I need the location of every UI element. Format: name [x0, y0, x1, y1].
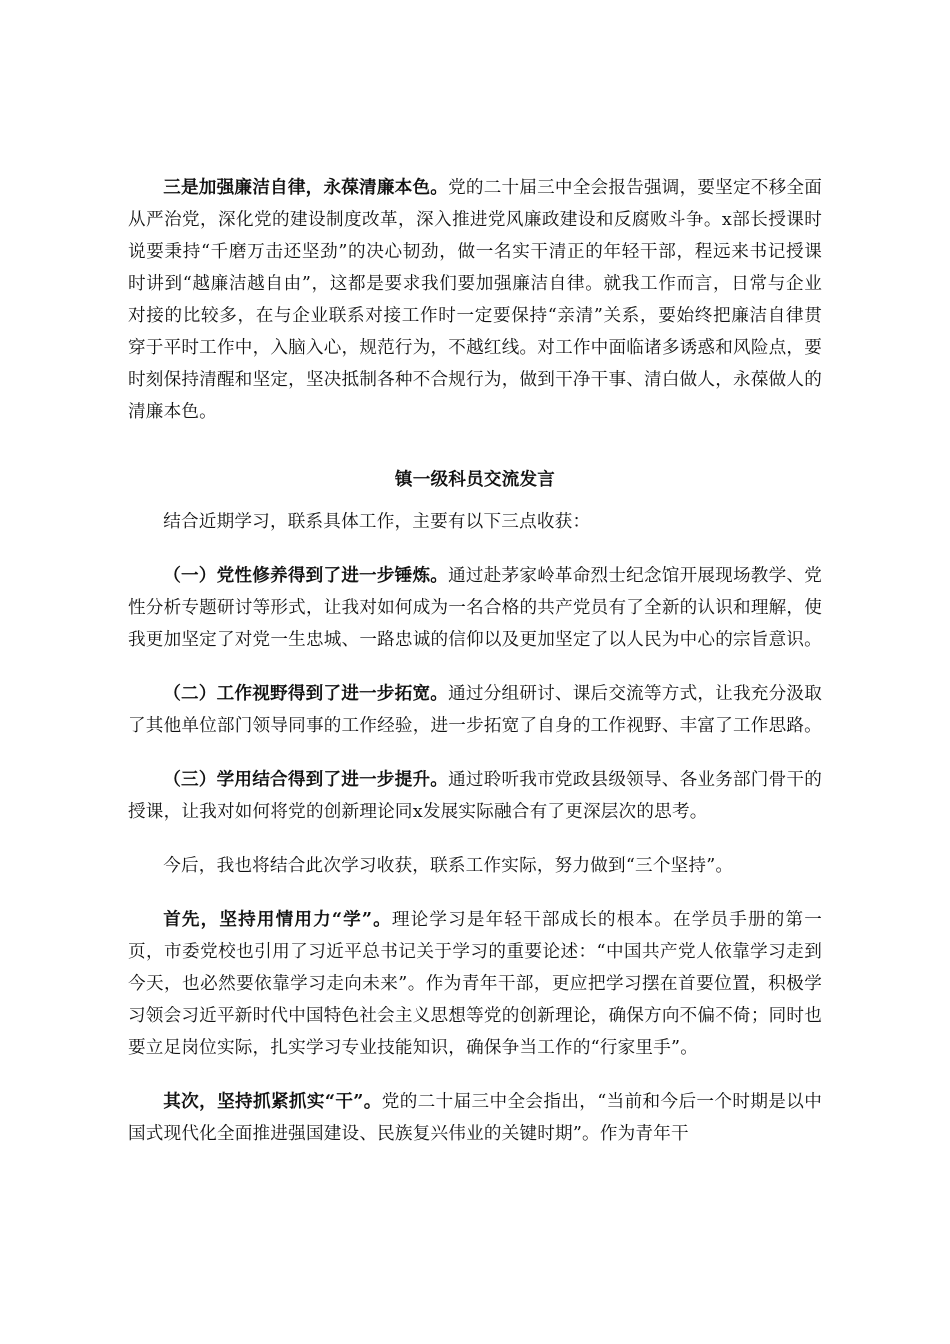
- paragraph-text: 党的二十届三中全会指出，“当前和今后一个时期是以中国式现代化全面推进强国建设、民族复兴伟业的关键时期”。作为青年干: [128, 1092, 822, 1144]
- document-body: [128, 172, 822, 1150]
- paragraph-lead: 三是加强廉洁自律，永葆清廉本色。: [163, 177, 449, 198]
- point-paragraph-1: [128, 904, 822, 1064]
- gain-paragraph-2: [128, 678, 822, 742]
- paragraph-integrity: [128, 172, 822, 428]
- paragraph-lead: 其次，坚持抓紧抓实“干”。: [163, 1091, 382, 1112]
- paragraph-lead: 首先，坚持用情用力“学”。: [163, 909, 392, 930]
- paragraph-text: 理论学习是年轻干部成长的根本。在学员手册的第一页，市委党校也引用了习近平总书记关于学习的重要论述：“中国共产党人依靠学习走到今天，也必然要依靠学习走向未来”。作为青年干部，更应把学习摆在首要位置，积极学习领会习近平新时代中国特色社会主义思想等党的创新理论，确保方向不偏不倚；同时也要立足岗位实际，扎实学习专业技能知识，确保争当工作的“行家里手”。: [128, 910, 823, 1058]
- paragraph-text: 通过赴茅家岭革命烈士纪念馆开展现场教学、党性分析专题研讨等形式，让我对如何成为一名合格的共产党员有了全新的认识和理解，使我更加坚定了对党一生忠城、一路忠诚的信仰以及更加坚定了以人民为中心的宗旨意识。: [128, 566, 823, 650]
- paragraph-lead: （三）学用结合得到了进一步提升。: [163, 769, 449, 790]
- speech-intro: 结合近期学习，联系具体工作，主要有以下三点收获：: [163, 512, 591, 532]
- point-paragraph-2: [128, 1086, 822, 1150]
- paragraph-lead: （一）党性修养得到了进一步锤炼。: [163, 565, 449, 586]
- paragraph-text: 通过分组研讨、课后交流等方式，让我充分汲取了其他单位部门领导同事的工作经验，进一步拓宽了自身的工作视野、丰富了工作思路。: [128, 684, 823, 736]
- gain-paragraph-1: [128, 560, 822, 656]
- transition-paragraph: 今后，我也将结合此次学习收获，联系工作实际，努力做到“三个坚持”。: [163, 856, 734, 876]
- speech-title: 镇一级科员交流发言: [394, 469, 556, 490]
- paragraph-text: 通过聆听我市党政县级领导、各业务部门骨干的授课，让我对如何将党的创新理论同x发展实际融合有了更深层次的思考。: [128, 770, 823, 822]
- gain-paragraph-3: [128, 764, 822, 828]
- paragraph-lead: （二）工作视野得到了进一步拓宽。: [163, 683, 449, 704]
- paragraph-text: 党的二十届三中全会报告强调，要坚定不移全面从严治党，深化党的建设制度改革，深入推进党风廉政建设和反腐败斗争。x部长授课时说要秉持“千磨万击还坚劲”的决心韧劲，做一名实干清正的年轻干部，程远来书记授课时讲到“越廉洁越自由”，这都是要求我们要加强廉洁自律。就我工作而言，日常与企业对接的比较多，在与企业联系对接工作时一定要保持“亲清”关系，要始终把廉洁自律贯穿于平时工作中，入脑入心，规范行为，不越红线。对工作中面临诸多诱惑和风险点，要时刻保持清醒和坚定，坚决抵制各种不合规行为，做到干净干事、清白做人，永葆做人的清廉本色。: [128, 178, 823, 422]
